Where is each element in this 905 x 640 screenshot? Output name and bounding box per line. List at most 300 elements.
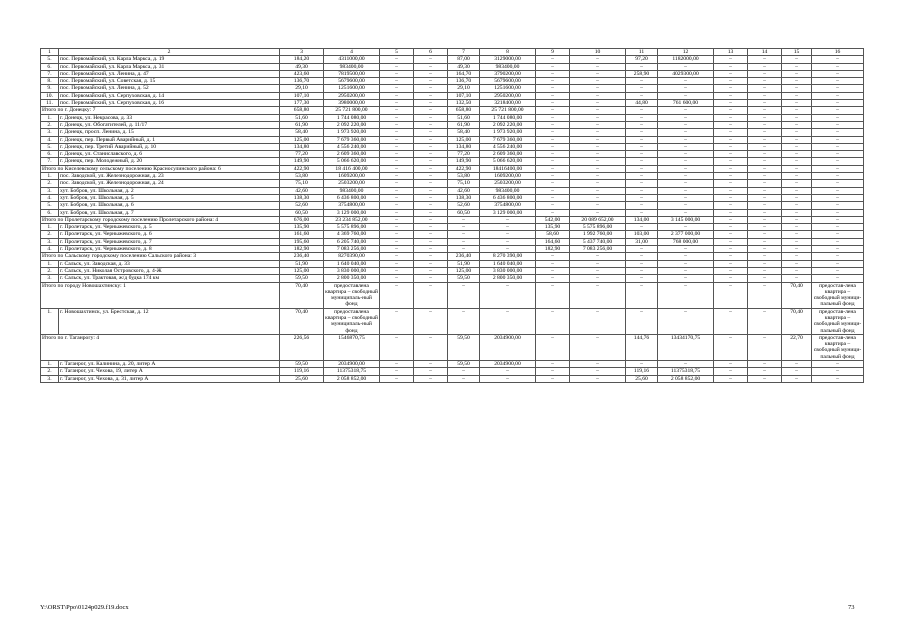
table-cell: – — [626, 267, 658, 274]
table-cell: – — [658, 202, 714, 209]
table-cell: – — [380, 100, 414, 107]
table-cell: – — [812, 361, 864, 368]
table-cell: – — [414, 70, 448, 77]
table-cell: – — [626, 282, 658, 308]
table-cell: – — [782, 231, 812, 238]
table-cell: – — [570, 165, 626, 172]
table-cell: – — [658, 180, 714, 187]
address-cell: пос. Первомайский, ул. Ленина, д. 47 — [59, 70, 280, 77]
table-cell: – — [782, 63, 812, 70]
row-number: 1. — [41, 173, 59, 180]
table-cell: – — [812, 173, 864, 180]
table-cell: 7 083 256,00 — [570, 246, 626, 253]
table-cell: 107,10 — [280, 92, 324, 99]
table-cell: – — [536, 158, 570, 165]
table-cell: 49,30 — [280, 63, 324, 70]
table-cell: – — [414, 194, 448, 201]
table-cell: – — [380, 56, 414, 63]
table-cell: 1 640 040,00 — [480, 260, 536, 267]
table-cell: – — [414, 238, 448, 245]
table-cell: 119,16 — [280, 368, 324, 375]
table-cell: – — [658, 92, 714, 99]
table-cell: – — [782, 114, 812, 121]
row-number: 3. — [41, 375, 59, 382]
table-cell: – — [570, 180, 626, 187]
table-cell: 60,50 — [280, 209, 324, 216]
table-cell: – — [812, 368, 864, 375]
table-cell: – — [714, 375, 748, 382]
table-cell: – — [380, 375, 414, 382]
table-cell: – — [536, 70, 570, 77]
table-row — [41, 92, 864, 99]
table-cell: 1 973 920,00 — [324, 129, 380, 136]
table-cell: – — [570, 136, 626, 143]
table-cell: – — [658, 173, 714, 180]
table-cell: – — [812, 70, 864, 77]
table-cell: 164,70 — [448, 70, 480, 77]
table-cell: 52,60 — [280, 202, 324, 209]
subtotal-row — [41, 107, 864, 114]
table-cell: 195,60 — [280, 238, 324, 245]
table-cell: – — [380, 107, 414, 114]
table-cell: – — [782, 136, 812, 143]
table-cell: 29,10 — [448, 85, 480, 92]
table-cell: – — [748, 238, 782, 245]
table-cell: – — [714, 78, 748, 85]
table-cell: – — [626, 180, 658, 187]
table-cell: 125,00 — [280, 267, 324, 274]
table-cell: – — [782, 202, 812, 209]
table-cell: 5 575 896,00 — [570, 224, 626, 231]
table-cell: – — [536, 114, 570, 121]
row-number: 1. — [41, 260, 59, 267]
table-cell: – — [812, 209, 864, 216]
table-cell: 2 800 350,00 — [324, 275, 380, 282]
table-cell: – — [658, 63, 714, 70]
table-cell: – — [626, 260, 658, 267]
address-cell: г. Сальск, ул. Николая Островского, д. 4-Ж — [59, 267, 280, 274]
table-cell: – — [380, 78, 414, 85]
table-cell: 51,90 — [280, 260, 324, 267]
table-cell: – — [714, 238, 748, 245]
table-cell: – — [570, 253, 626, 260]
address-cell: хут. Бобров, ул. Школьная, д. 5 — [59, 194, 280, 201]
table-cell: – — [714, 368, 748, 375]
row-number: 2. — [41, 121, 59, 128]
table-row — [41, 158, 864, 165]
subtotal-label: Итого по г. Донецку: 7 — [41, 107, 280, 114]
table-cell: – — [748, 361, 782, 368]
table-cell: – — [714, 282, 748, 308]
table-cell: – — [414, 136, 448, 143]
table-cell: – — [748, 202, 782, 209]
table-row — [41, 100, 864, 107]
table-cell: 7 679 360,00 — [480, 136, 536, 143]
table-cell: – — [658, 136, 714, 143]
address-cell: г. Пролетарск, ул. Черныжевского, д. 5 — [59, 224, 280, 231]
table-cell: 8 270 390,00 — [480, 253, 536, 260]
table-cell: – — [536, 129, 570, 136]
table-cell: – — [812, 78, 864, 85]
column-number-2: 2 — [59, 49, 280, 56]
table-cell: – — [380, 194, 414, 201]
table-cell: – — [782, 246, 812, 253]
table-cell: – — [782, 209, 812, 216]
table-cell: – — [658, 158, 714, 165]
table-cell: 3 129 000,00 — [324, 209, 380, 216]
row-number: 1. — [41, 308, 59, 334]
table-cell: 3754800,00 — [324, 202, 380, 209]
table-cell: – — [658, 282, 714, 308]
table-cell: – — [536, 78, 570, 85]
table-cell: – — [782, 275, 812, 282]
table-row — [41, 267, 864, 274]
table-cell: – — [380, 143, 414, 150]
table-cell: – — [714, 56, 748, 63]
table-cell: – — [714, 107, 748, 114]
table-cell: – — [812, 375, 864, 382]
row-number: 2. — [41, 180, 59, 187]
table-cell: 119,16 — [626, 368, 658, 375]
table-cell: – — [782, 151, 812, 158]
table-cell: – — [480, 238, 536, 245]
table-row — [41, 187, 864, 194]
table-cell: – — [714, 85, 748, 92]
table-cell: – — [536, 180, 570, 187]
table-cell: – — [812, 246, 864, 253]
table-cell: – — [570, 121, 626, 128]
table-cell: – — [570, 308, 626, 334]
table-cell: 1 744 080,00 — [480, 114, 536, 121]
table-cell: – — [748, 209, 782, 216]
table-cell: – — [570, 63, 626, 70]
table-cell: – — [782, 165, 812, 172]
table-cell: – — [380, 129, 414, 136]
table-cell: 77,20 — [448, 151, 480, 158]
table-cell: 59,50 — [448, 361, 480, 368]
table-cell: – — [748, 368, 782, 375]
table-cell: 542,00 — [536, 216, 570, 223]
address-cell: г. Донецк, пер. Третий Аварийный, д. 10 — [59, 143, 280, 150]
table-cell: – — [812, 85, 864, 92]
table-cell: – — [570, 202, 626, 209]
table-cell: – — [570, 158, 626, 165]
table-cell: – — [536, 368, 570, 375]
table-cell: 3 830 000,00 — [324, 267, 380, 274]
address-cell: пос. Первомайский, ул. Карла Маркса, д. 19 — [59, 56, 280, 63]
table-cell: 2034900,00 — [324, 361, 380, 368]
table-cell: 1609200,00 — [480, 173, 536, 180]
table-cell: – — [658, 260, 714, 267]
table-cell: – — [812, 194, 864, 201]
table-cell: – — [448, 246, 480, 253]
table-cell: – — [714, 129, 748, 136]
table-cell: 132,50 — [448, 100, 480, 107]
table-cell: – — [536, 187, 570, 194]
row-number: 7. — [41, 158, 59, 165]
table-cell: – — [714, 158, 748, 165]
subtotal-row — [41, 282, 864, 308]
table-cell: – — [380, 70, 414, 77]
row-number: 4. — [41, 246, 59, 253]
table-cell: – — [748, 275, 782, 282]
table-cell: 423,60 — [280, 70, 324, 77]
table-cell: 258,90 — [626, 70, 658, 77]
table-cell: – — [380, 216, 414, 223]
table-row — [41, 129, 864, 136]
table-cell: – — [414, 187, 448, 194]
row-number: 2. — [41, 368, 59, 375]
table-cell: – — [748, 375, 782, 382]
table-cell: – — [782, 194, 812, 201]
table-cell: – — [570, 92, 626, 99]
address-cell: пос. Первомайский, ул. Серпуховская, д. 14 — [59, 92, 280, 99]
table-cell: – — [626, 246, 658, 253]
table-cell: – — [448, 368, 480, 375]
table-cell: – — [748, 92, 782, 99]
table-cell: – — [782, 158, 812, 165]
table-cell: – — [658, 275, 714, 282]
column-number-7: 7 — [448, 49, 480, 56]
table-cell: – — [658, 129, 714, 136]
table-cell: – — [380, 209, 414, 216]
table-cell: – — [414, 253, 448, 260]
table-cell: – — [570, 70, 626, 77]
table-cell: 3129000,00 — [480, 56, 536, 63]
table-cell: – — [714, 275, 748, 282]
table-cell: – — [448, 375, 480, 382]
table-cell: 29,10 — [280, 85, 324, 92]
table-cell: 31,00 — [626, 238, 658, 245]
table-cell: 658,80 — [280, 107, 324, 114]
table-cell: – — [626, 187, 658, 194]
table-cell: 70,40 — [782, 308, 812, 334]
table-cell: – — [536, 253, 570, 260]
table-cell: – — [414, 173, 448, 180]
table-cell: 5679600,00 — [480, 78, 536, 85]
address-cell: г. Донецк, ул. Обогатителей, д. 11/17 — [59, 121, 280, 128]
table-cell: 3 830 000,00 — [480, 267, 536, 274]
table-cell: 87,00 — [448, 56, 480, 63]
table-cell: – — [414, 231, 448, 238]
table-cell: – — [626, 194, 658, 201]
table-cell: – — [812, 158, 864, 165]
table-cell: 25 721 800,00 — [480, 107, 536, 114]
table-cell: – — [658, 143, 714, 150]
table-cell: – — [782, 361, 812, 368]
address-cell: г. Новошахтинск, ул. Брестская, д. 12 — [59, 308, 280, 334]
table-cell: 51,90 — [448, 260, 480, 267]
table-cell: – — [536, 282, 570, 308]
table-cell: – — [812, 267, 864, 274]
table-cell: – — [812, 121, 864, 128]
table-cell: – — [536, 202, 570, 209]
table-cell: 182,90 — [536, 246, 570, 253]
subtotal-label: Итого по г. Таганрогу: 4 — [41, 334, 280, 360]
address-cell: пос. Заводской, ул. Железнодорожная, д. 23 — [59, 173, 280, 180]
table-cell: – — [414, 308, 448, 334]
table-cell: – — [748, 70, 782, 77]
table-cell: – — [812, 202, 864, 209]
table-cell: – — [570, 260, 626, 267]
table-cell: 53,80 — [448, 173, 480, 180]
table-row — [41, 151, 864, 158]
address-cell: г. Пролетарск, ул. Черныжевского, д. 7 — [59, 238, 280, 245]
table-cell: – — [714, 202, 748, 209]
table-cell: 983400,00 — [324, 187, 380, 194]
address-cell: пос. Первомайский, ул. Ленина, д. 52 — [59, 85, 280, 92]
table-cell: – — [714, 165, 748, 172]
table-cell: 4 556 240,00 — [480, 143, 536, 150]
table-cell: – — [748, 78, 782, 85]
table-cell: – — [714, 173, 748, 180]
table-cell: – — [714, 260, 748, 267]
table-cell: – — [812, 216, 864, 223]
table-cell: 70,40 — [782, 282, 812, 308]
table-cell: – — [812, 100, 864, 107]
table-cell: – — [714, 180, 748, 187]
table-cell: – — [812, 92, 864, 99]
table-row — [41, 231, 864, 238]
table-cell: – — [748, 187, 782, 194]
table-cell: предоставлена квартира – свободный муниципаль-ный фонд — [325, 282, 378, 308]
table-cell: 59,50 — [280, 275, 324, 282]
row-number: 2. — [41, 267, 59, 274]
table-cell: 1 973 920,00 — [480, 129, 536, 136]
table-cell: 42,60 — [448, 187, 480, 194]
table-cell: 6 436 800,00 — [324, 194, 380, 201]
table-cell: – — [714, 224, 748, 231]
table-cell: – — [536, 100, 570, 107]
column-number-5: 5 — [380, 49, 414, 56]
table-cell: – — [626, 275, 658, 282]
table-row — [41, 209, 864, 216]
table-cell: 107,10 — [448, 92, 480, 99]
table-cell: – — [536, 173, 570, 180]
table-cell: 7 083 256,00 — [324, 246, 380, 253]
table-cell: – — [748, 253, 782, 260]
table-cell: 58,60 — [536, 231, 570, 238]
table-cell: – — [748, 136, 782, 143]
column-number-10: 10 — [570, 49, 626, 56]
table-cell: 138,30 — [448, 194, 480, 201]
table-cell: – — [626, 202, 658, 209]
row-number: 1. — [41, 224, 59, 231]
table-cell: – — [414, 209, 448, 216]
row-number: 9. — [41, 85, 59, 92]
table-cell: 70,40 — [280, 308, 324, 334]
address-cell: г. Таганрог, ул. Чехова, д. 31, литер А — [59, 375, 280, 382]
table-cell: 8270390,00 — [324, 253, 380, 260]
table-cell: – — [414, 63, 448, 70]
table-cell: 2 058 852,00 — [324, 375, 380, 382]
table-cell: – — [414, 92, 448, 99]
document-table — [40, 48, 864, 383]
table-cell: – — [658, 114, 714, 121]
table-cell: – — [536, 143, 570, 150]
table-cell: 1609200,00 — [324, 173, 380, 180]
table-cell: – — [414, 114, 448, 121]
table-cell: – — [414, 361, 448, 368]
address-cell: г. Донецк, просп. Ленина, д. 15 — [59, 129, 280, 136]
table-cell: – — [782, 375, 812, 382]
table-cell: – — [748, 260, 782, 267]
table-cell: – — [782, 187, 812, 194]
table-row — [41, 114, 864, 121]
table-cell: – — [714, 361, 748, 368]
table-cell: – — [812, 260, 864, 267]
table-cell: 23 234 852,00 — [324, 216, 380, 223]
table-cell: – — [782, 56, 812, 63]
table-cell: – — [714, 143, 748, 150]
table-cell: 25 721 800,00 — [324, 107, 380, 114]
table-cell: 103,00 — [626, 231, 658, 238]
table-cell: – — [536, 375, 570, 382]
table-cell: – — [714, 253, 748, 260]
table-cell: – — [380, 173, 414, 180]
table-cell: – — [536, 92, 570, 99]
table-cell: – — [626, 361, 658, 368]
table-cell: – — [480, 308, 536, 334]
table-cell: – — [748, 282, 782, 308]
table-cell: – — [536, 194, 570, 201]
address-cell: хут. Бобров, ул. Школьная, д. 2 — [59, 187, 280, 194]
table-row — [41, 173, 864, 180]
table-cell: – — [414, 368, 448, 375]
table-cell: – — [748, 173, 782, 180]
table-cell: – — [570, 267, 626, 274]
table-cell: – — [380, 158, 414, 165]
address-cell: г. Донецк, пер. Молодежный, д. 20 — [59, 158, 280, 165]
table-cell: 2 058 852,00 — [658, 375, 714, 382]
table-cell: – — [536, 267, 570, 274]
table-cell: 136,70 — [448, 78, 480, 85]
table-cell: – — [714, 114, 748, 121]
table-cell: 42,60 — [280, 187, 324, 194]
table-cell: – — [570, 187, 626, 194]
table-cell: – — [414, 85, 448, 92]
row-number: 6. — [41, 63, 59, 70]
table-cell: – — [626, 173, 658, 180]
table-cell: – — [812, 253, 864, 260]
table-cell: 2 609 360,00 — [480, 151, 536, 158]
table-cell: 3 145 000,00 — [658, 216, 714, 223]
subtotal-row — [41, 165, 864, 172]
table-cell: – — [812, 224, 864, 231]
table-cell: – — [414, 224, 448, 231]
row-number: 4. — [41, 194, 59, 201]
table-cell: – — [812, 187, 864, 194]
table-cell: – — [812, 114, 864, 121]
table-cell: – — [570, 361, 626, 368]
table-cell: 676,00 — [280, 216, 324, 223]
row-number: 3. — [41, 238, 59, 245]
table-cell: – — [658, 151, 714, 158]
subtotal-label: Итого по Пролетарскому городскому поселению Пролетарского района: 4 — [41, 216, 280, 223]
table-cell: 4029300,00 — [658, 70, 714, 77]
table-cell: – — [448, 308, 480, 334]
table-cell: – — [626, 85, 658, 92]
table-cell: – — [380, 63, 414, 70]
table-header-row — [41, 49, 864, 56]
table-cell: 164,60 — [536, 238, 570, 245]
subtotal-row — [41, 334, 864, 360]
table-cell: 2 800 350,00 — [480, 275, 536, 282]
table-cell: – — [658, 165, 714, 172]
table-cell: 236,40 — [280, 253, 324, 260]
table-cell: – — [380, 334, 414, 360]
table-cell: – — [380, 275, 414, 282]
